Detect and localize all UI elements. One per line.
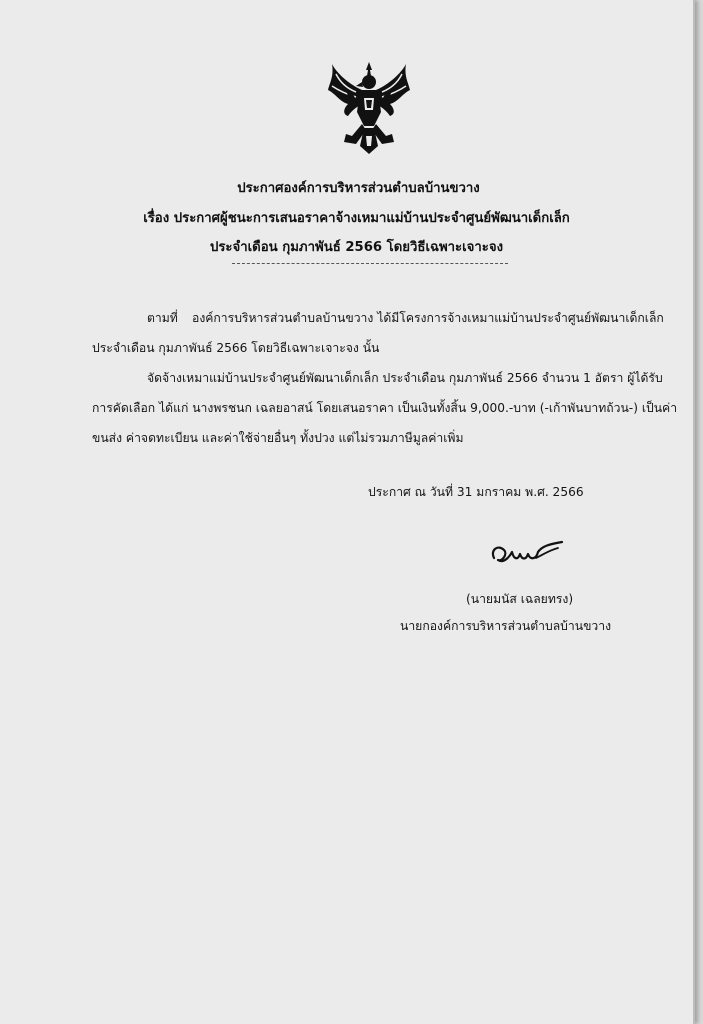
announcement-heading: ประกาศองค์การบริหารส่วนตำบลบ้านขวาง — [237, 181, 480, 196]
garuda-emblem-icon — [326, 60, 412, 156]
announcement-period: ประจำเดือน กุมภาพันธ์ 2566 โดยวิธีเฉพาะเจาะจง — [209, 240, 504, 255]
announcement-date: ประกาศ ณ วันที่ 31 มกราคม พ.ศ. 2566 — [368, 485, 584, 499]
signer-position: นายกองค์การบริหารส่วนตำบลบ้านขวาง — [400, 619, 612, 633]
signer-name: (นายมนัส เฉลยทรง) — [466, 592, 574, 606]
handwritten-signature — [488, 536, 566, 570]
header-divider — [232, 263, 508, 264]
paragraph-2-line-3: ขนส่ง ค่าจดทะเบียน และค่าใช้จ่ายอื่นๆ ทั้งปวง แต่ไม่รวมภาษีมูลค่าเพิ่ม — [92, 431, 464, 445]
paragraph-2-line-2: การคัดเลือก ได้แก่ นางพรชนก เฉลยอาสน์ โดยเสนอราคา เป็นเงินทั้งสิ้น 9,000.-บาท (-เก้าพันบาทถ้วน-) เป็นค่า — [92, 401, 678, 415]
paragraph-1-label: ตามที่ — [147, 311, 178, 325]
paragraph-1-line-2: ประจำเดือน กุมภาพันธ์ 2566 โดยวิธีเฉพาะเจาะจง นั้น — [92, 341, 380, 355]
paragraph-2-line-1: จัดจ้างเหมาแม่บ้านประจำศูนย์พัฒนาเด็กเล็ก ประจำเดือน กุมภาพันธ์ 2566 จำนวน 1 อัตรา ผู้ได้รับ — [147, 371, 663, 385]
paragraph-1-line-1: องค์การบริหารส่วนตำบลบ้านขวาง ได้มีโครงการจ้างเหมาแม่บ้านประจำศูนย์พัฒนาเด็กเล็ก — [192, 311, 664, 325]
announcement-subject: เรื่อง ประกาศผู้ชนะการเสนอราคาจ้างเหมาแม่บ้านประจำศูนย์พัฒนาเด็กเล็ก — [143, 211, 570, 226]
